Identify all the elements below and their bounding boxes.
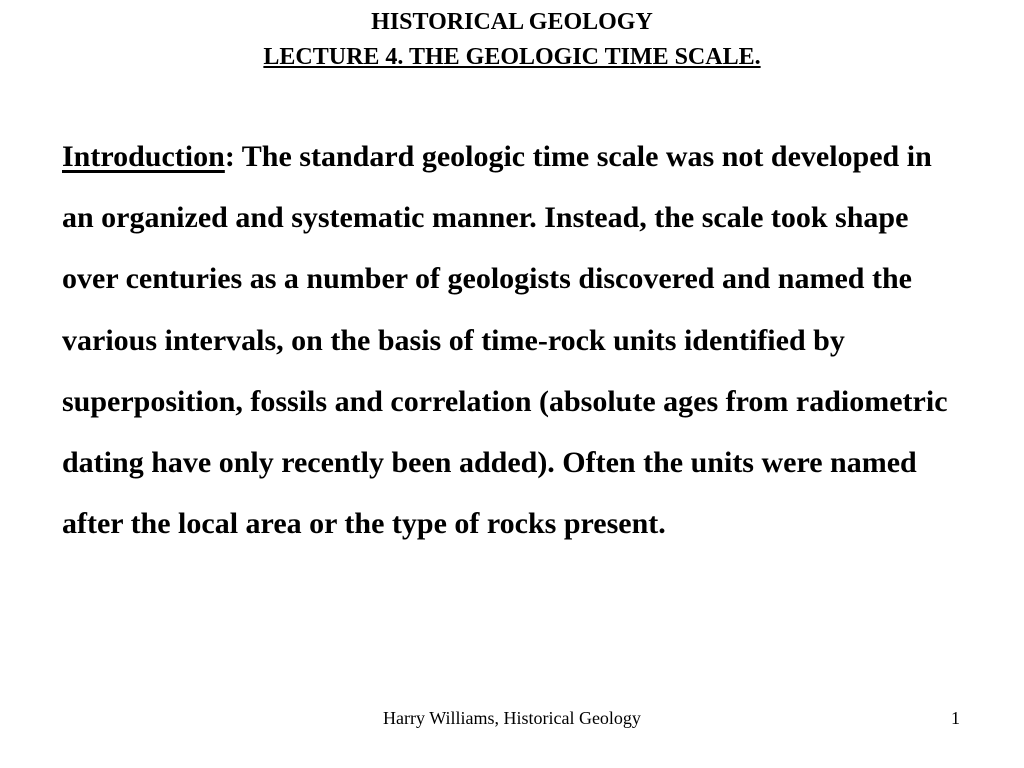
introduction-paragraph	[62, 126, 962, 554]
footer-credit: Harry Williams, Historical Geology	[383, 708, 641, 728]
slide-subtitle: LECTURE 4. THE GEOLOGIC TIME SCALE.	[263, 44, 761, 70]
slide-subtitle-container	[0, 43, 1024, 71]
introduction-text: : The standard geologic time scale was not developed in an organized and systematic manner. Instead, the scale took shape over centuries as a number of geologists discovered and named the various intervals, on the basis of time-rock units identified by superposition, fossils and correlation (absolute ages from radiometric dating have only recently been added). Often the units were named after the local area or the type of rocks present.	[62, 140, 948, 541]
page-number: 1	[951, 708, 960, 728]
slide-title: HISTORICAL GEOLOGY	[371, 9, 653, 35]
introduction-label: Introduction	[62, 140, 225, 173]
